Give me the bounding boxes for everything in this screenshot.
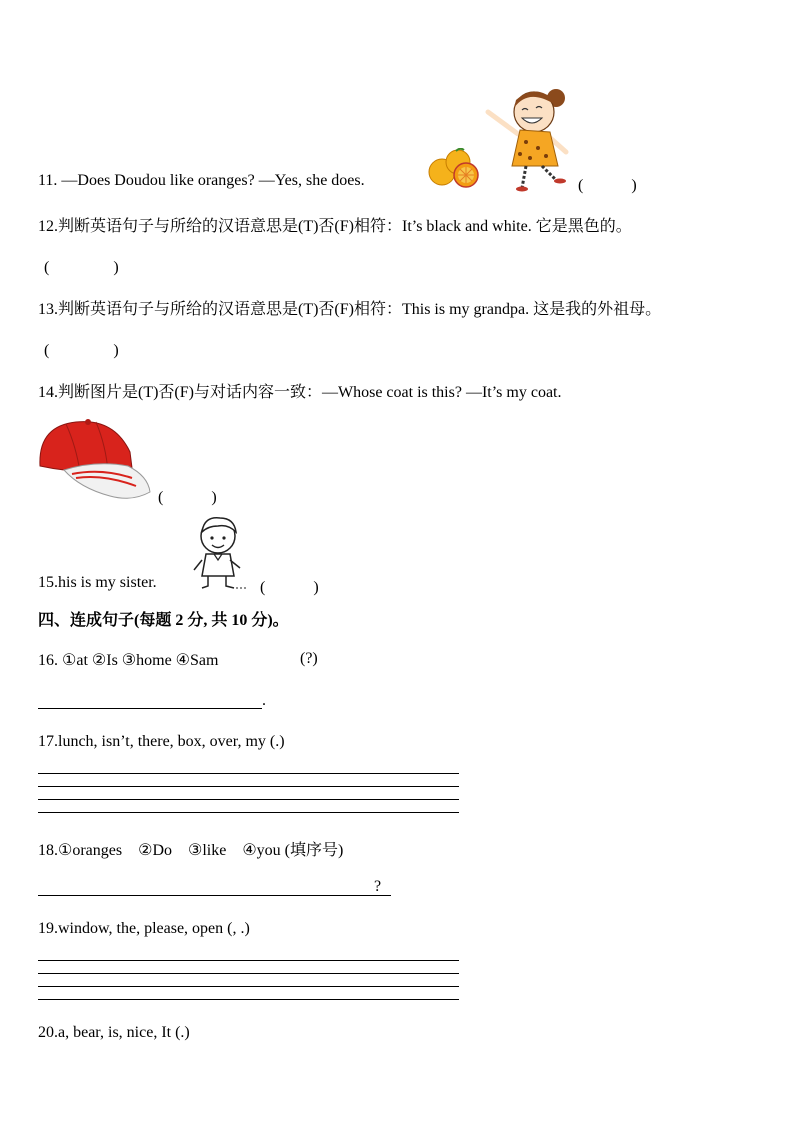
section-4-title: 四、连成句子(每题 2 分, 共 10 分)。: [38, 612, 289, 629]
question-17-answer-line-4[interactable]: [38, 812, 459, 813]
question-14: 14.判断图片是(T)否(F)与对话内容一致：—Whose coat is this? —It’s my coat.: [38, 384, 562, 401]
question-19-answer-line-1[interactable]: [38, 960, 459, 961]
question-17-answer-line-3[interactable]: [38, 799, 459, 800]
question-20: 20.a, bear, is, nice, It (.): [38, 1024, 190, 1041]
question-19-answer-line-4[interactable]: [38, 999, 459, 1000]
question-19-answer-line-2[interactable]: [38, 973, 459, 974]
question-17: 17.lunch, isn’t, there, box, over, my (.): [38, 733, 285, 750]
red-cap-icon: [36, 416, 152, 500]
question-18-end-mark: ?: [374, 878, 382, 895]
question-13-answer-blank[interactable]: ( ): [44, 342, 119, 359]
question-16-answer-line[interactable]: [38, 708, 262, 709]
question-12: 12.判断英语句子与所给的汉语意思是(T)否(F)相符：It’s black and white. 它是黑色的。: [38, 218, 632, 235]
question-11: [38, 172, 365, 190]
question-12-answer-blank[interactable]: ( ): [44, 259, 119, 276]
question-19: 19.window, the, please, open (, .): [38, 920, 250, 937]
question-11-answer-blank[interactable]: ( ): [578, 177, 637, 194]
question-17-answer-line-2[interactable]: [38, 786, 459, 787]
question-15-answer-blank[interactable]: ( ): [260, 579, 319, 596]
girl-illustration-icon: [478, 84, 574, 192]
oranges-icon: [428, 148, 480, 188]
question-14-answer-blank[interactable]: ( ): [158, 489, 217, 506]
boy-illustration-icon: [190, 512, 250, 590]
question-16-hint: (?): [300, 650, 318, 667]
question-18-answer-line[interactable]: [38, 895, 391, 896]
question-11-text: 11. —Does Doudou like oranges? —Yes, she does.: [38, 172, 365, 189]
question-19-answer-line-3[interactable]: [38, 986, 459, 987]
question-13: 13.判断英语句子与所给的汉语意思是(T)否(F)相符：This is my grandpa. 这是我的外祖母。: [38, 301, 662, 318]
question-18: 18.①oranges ②Do ③like ④you (填序号): [38, 842, 344, 859]
question-16-end-mark: .: [262, 692, 266, 709]
question-15: 15.his is my sister.: [38, 574, 157, 591]
question-17-answer-line-1[interactable]: [38, 773, 459, 774]
question-16: 16. ①at ②Is ③home ④Sam: [38, 652, 219, 669]
